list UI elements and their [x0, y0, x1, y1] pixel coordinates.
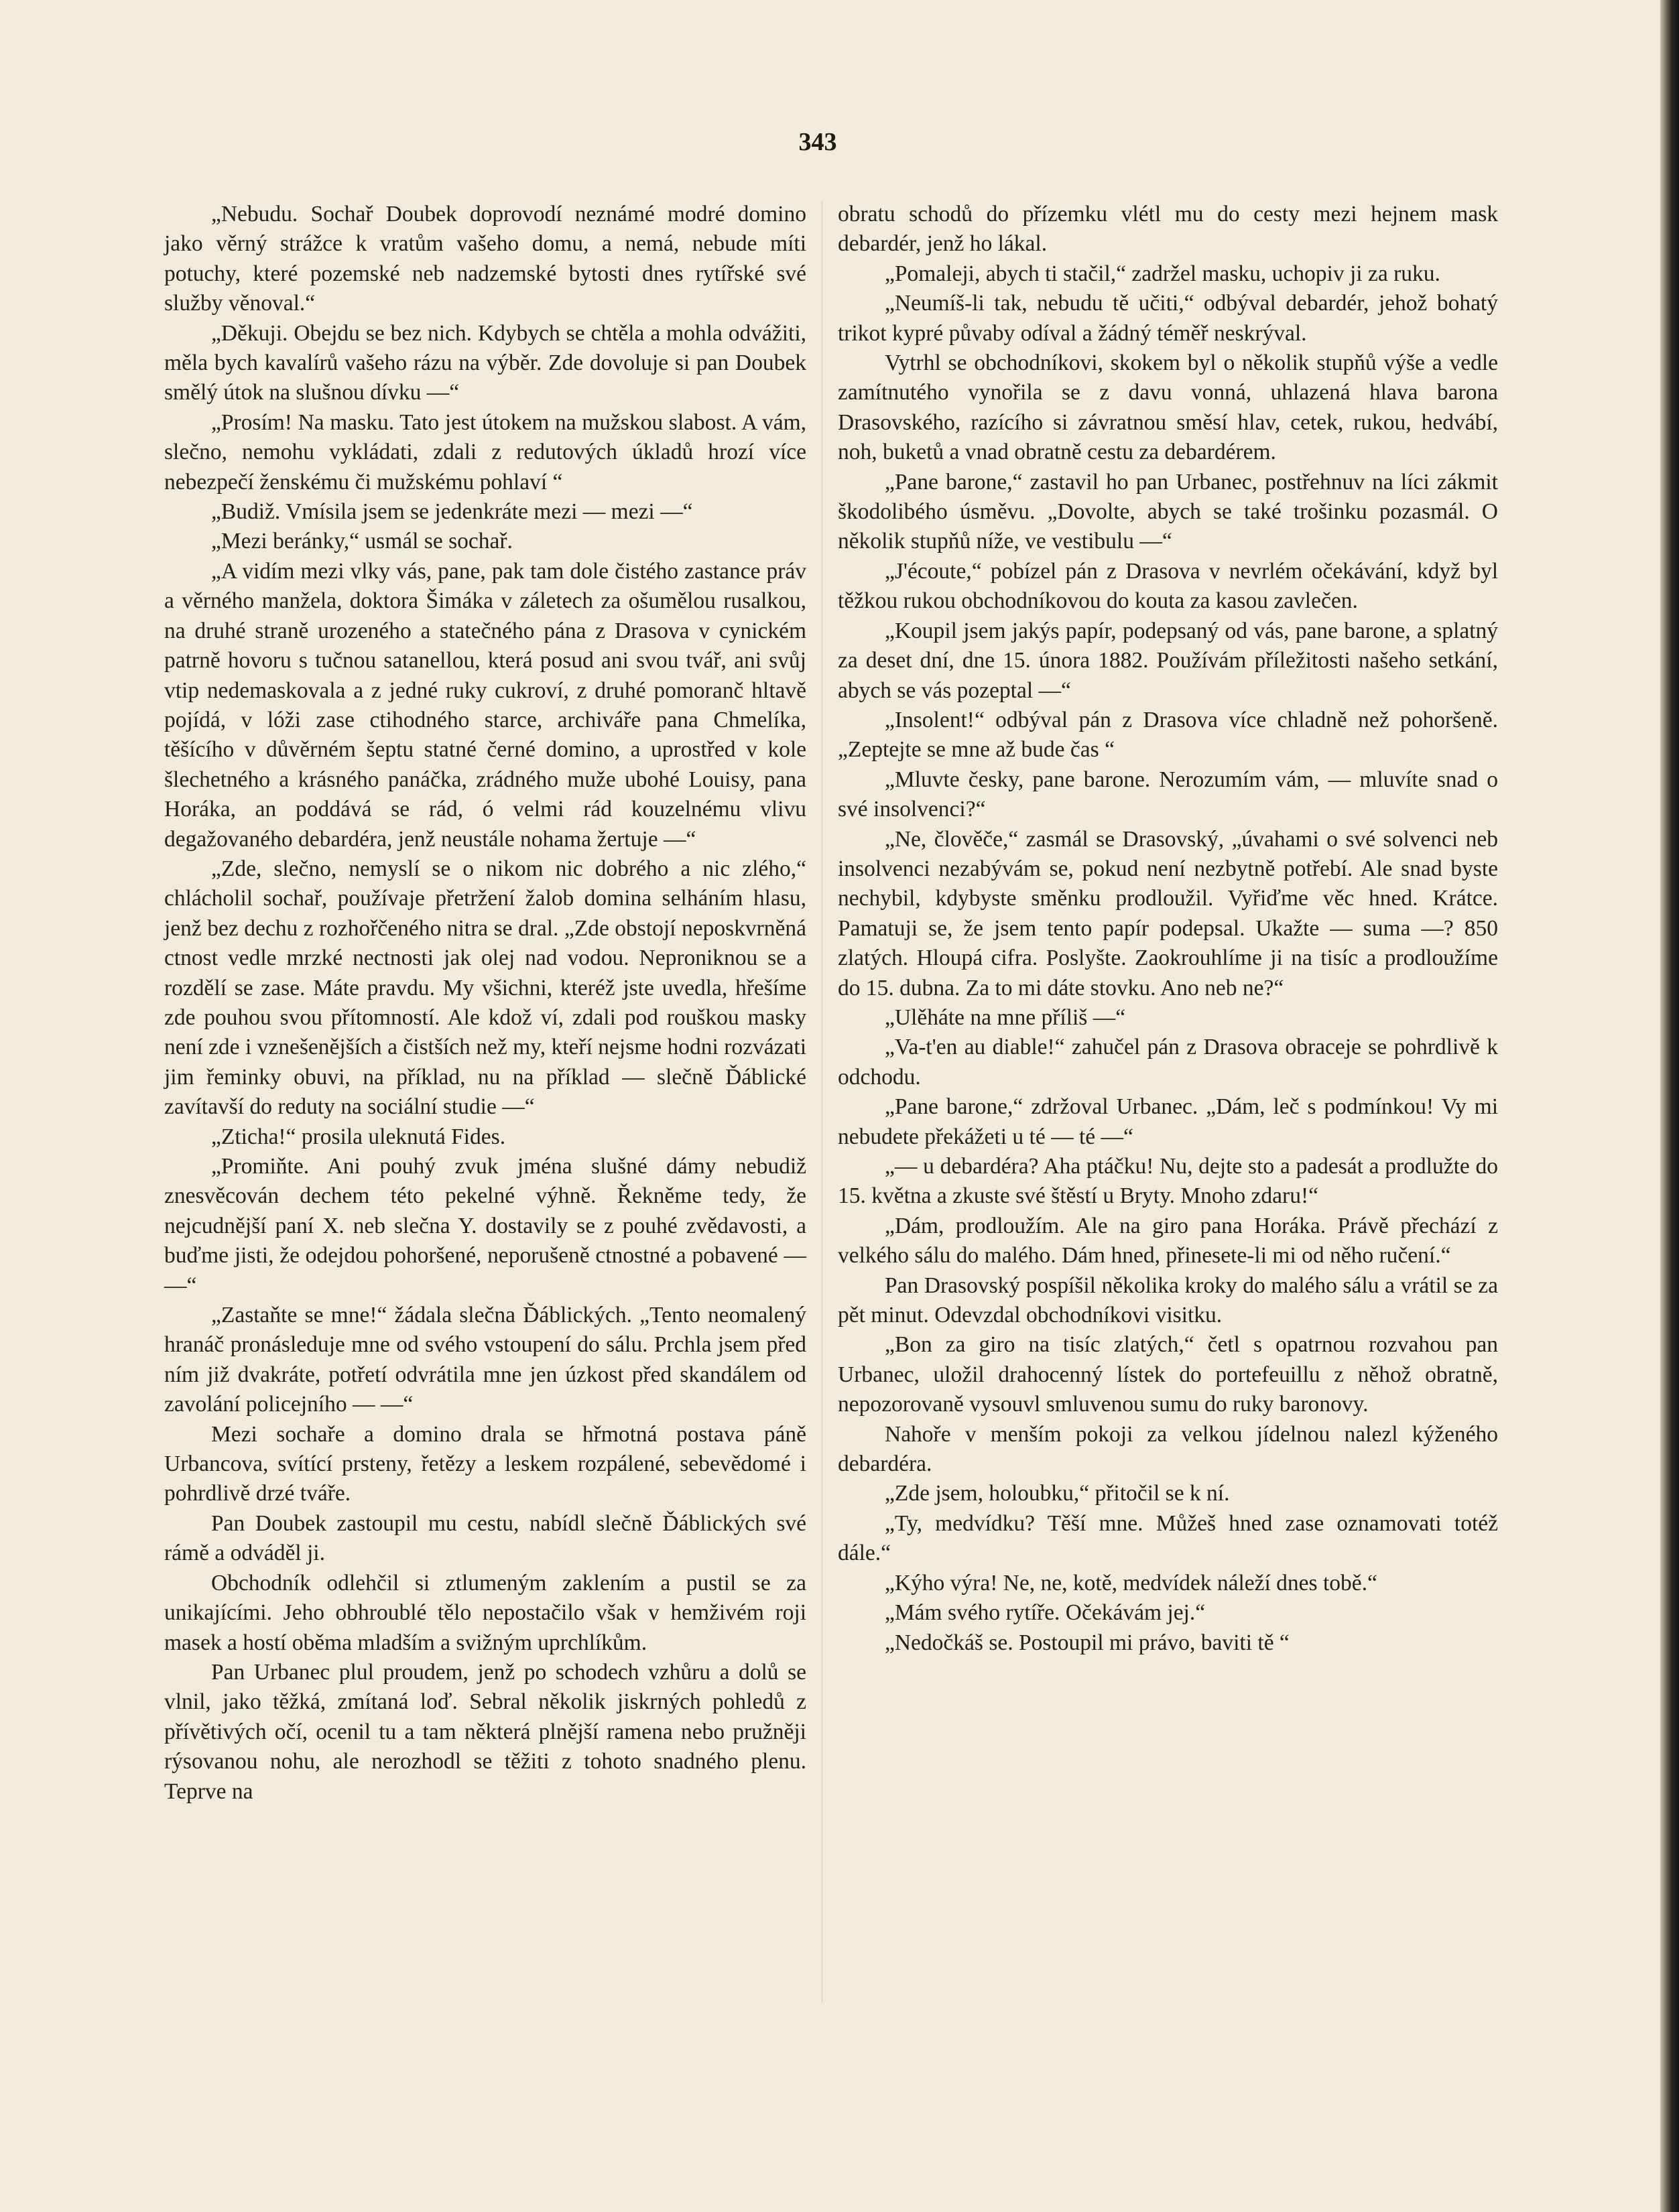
- paragraph: „Prosím! Na masku. Tato jest útokem na mužskou slabost. A vám, slečno, nemohu vykládati, zdali z redutových úkladů hrozí více nebezpečí ženskému či mužskému pohlaví “: [164, 409, 806, 495]
- page-number: 343: [798, 128, 837, 156]
- paragraph: „Mezi beránky,“ usmál se sochař.: [211, 529, 513, 554]
- paragraph: „Bon za giro na tisíc zlatých,“ četl s opatrnou rozvahou pan Urbanec, uložil drahocenný lístek do portefeuillu z něhož obratně, nepozorovaně vysouvl smluvenou sumu do ruky baronovy.: [838, 1332, 1498, 1417]
- paragraph: „Neumíš-li tak, nebudu tě učiti,“ odbýval debardér, jehož bohatý trikot kypré půvaby odíval a žádný téměř neskrýval.: [838, 291, 1498, 346]
- right-column: [838, 200, 1498, 1658]
- paragraph: obratu schodů do přízemku vlétl mu do cesty mezi hejnem mask debardér, jenž ho lákal.: [838, 202, 1498, 257]
- paragraph: „Koupil jsem jakýs papír, podepsaný od vás, pane barone, a splatný za deset dní, dne 15. února 1882. Používám příležitosti našeho setkání, abych se vás pozeptal —“: [838, 618, 1498, 703]
- paragraph: „A vidím mezi vlky vás, pane, pak tam dole čistého zastance práv a věrného manžela, doktora Šimáka v záletech za ošumělou rusalkou, na druhé straně urozeného a statečného pána z Drasova v cynickém patrně hovoru s tučnou satanellou, která posud ani svou tvář, ani svůj vtip nedemaskovala a z jedné ruky cukroví, z druhé pomoranč hltavě pojídá, v lóži zase ctihodného starce, archiváře pana Chmelíka, těšícího v důvěrném šeptu statné černé domino, a uprostřed v kole šlechetného a krásného panáčka, zrádného muže ubohé Louisy, pana Horáka, an poddává se rád, ó velmi rád kouzelnému vlivu degažovaného debardéra, jenž neustále nohama žertuje —“: [164, 558, 806, 852]
- paragraph: „— u debardéra? Aha ptáčku! Nu, dejte sto a padesát a prodlužte do 15. května a zkuste své štěstí u Bryty. Mnoho zdaru!“: [838, 1154, 1498, 1209]
- paragraph: Pan Doubek zastoupil mu cestu, nabídl slečně Ďáblických své rámě a odváděl ji.: [164, 1510, 806, 1566]
- left-column: [164, 200, 806, 1807]
- paragraph: „Zastaňte se mne!“ žádala slečna Ďáblických. „Tento neomalený hranáč pronásleduje mne od svého vstoupení do sálu. Prchla jsem před ním již dvakráte, potřetí odvrátila mne jen úzkost před skandálem od zavolání policejního — —“: [164, 1303, 806, 1417]
- paragraph: Pan Drasovský pospíšil několika kroky do malého sálu a vrátil se za pět minut. Odevzdal obchodníkovi visitku.: [838, 1273, 1498, 1328]
- paragraph: „Zde, slečno, nemyslí se o nikom nic dobrého a nic zlého,“ chlácholil sochař, používaje přetržení žalob domina selháním hlasu, jenž bez dechu z rozhořčeného nitra se dral. „Zde obstojí neposkvrněná ctnost vedle mrzké nectnosti jak olej nad vodou. Neproniknou se a rozdělí se zase. Máte pravdu. My všichni, kteréž jste uvedla, hřešíme zde pouhou svou přítomností. Ale kdož ví, zdali pod rouškou masky není zde i vznešenějších a čistších než my, kteří nejsme hodni rozvázati jim řeminky obuvi, na příklad, nu na příklad — slečně Ďáblické zavítavší do reduty na sociální studie —“: [164, 856, 806, 1120]
- paragraph: „Va-t'en au diable!“ zahučel pán z Drasova obraceje se pohrdlivě k odchodu.: [838, 1035, 1498, 1090]
- paragraph: Pan Urbanec plul proudem, jenž po schodech vzhůru a dolů se vlnil, jako těžká, zmítaná loď. Sebral několik jiskrných pohledů z přívětivých očí, ocenil tu a tam některá plnější ramena nebo pružněji rýsovanou nohu, ale nerozhodl se těžiti z tohoto snadného plenu. Teprve na: [164, 1659, 806, 1804]
- paragraph: Mezi sochaře a domino drala se hřmotná postava páně Urbancova, svítící prsteny, řetězy a leskem rozpálené, sebevědomé i pohrdlivě drzé tváře.: [164, 1421, 806, 1506]
- paragraph: „Budiž. Vmísila jsem se jedenkráte mezi — mezi —“: [211, 499, 693, 525]
- paragraph: „Mluvte česky, pane barone. Nerozumím vám, — mluvíte snad o své insolvenci?“: [838, 767, 1498, 822]
- paragraph: „Pane barone,“ zdržoval Urbanec. „Dám, leč s podmínkou! Vy mi nebudete překážeti u té — té —“: [838, 1094, 1498, 1149]
- paragraph: Nahoře v menším pokoji za velkou jídelnou nalezl kýženého debardéra.: [838, 1421, 1498, 1477]
- paragraph: „Mám svého rytíře. Očekávám jej.“: [885, 1600, 1206, 1626]
- paragraph: „Dám, prodloužím. Ale na giro pana Horáka. Právě přechází z velkého sálu do malého. Dám hned, přinesete-li mi od něho ručení.“: [838, 1213, 1498, 1268]
- paragraph: „Ty, medvídku? Těší mne. Můžeš hned zase oznamovati totéž dále.“: [838, 1510, 1498, 1566]
- paragraph: „Zticha!“ prosila uleknutá Fides.: [211, 1124, 506, 1149]
- paragraph: „Nebudu. Sochař Doubek doprovodí neznámé modré domino jako věrný strážce k vratům vašeho domu, a nemá, nebude míti potuchy, které pozemské neb nadzemské bytosti dnes rytířské své služby věnoval.“: [164, 202, 806, 316]
- paragraph: „Pomaleji, abych ti stačil,“ zadržel masku, uchopiv ji za ruku.: [885, 261, 1440, 286]
- paragraph: Vytrhl se obchodníkovi, skokem byl o několik stupňů výše a vedle zamítnutého vynořila se z davu vonná, uhlazená hlava barona Drasovského, razícího si závratnou směsí hlav, cetek, rukou, hedvábí, noh, buketů a vnad obratně cestu za debardérem.: [838, 350, 1498, 465]
- paragraph: „Insolent!“ odbýval pán z Drasova více chladně než pohoršeně. „Zeptejte se mne až bude čas “: [838, 707, 1498, 763]
- page-edge-shadow: [1660, 0, 1679, 2212]
- paragraph: „Promiňte. Ani pouhý zvuk jména slušné dámy nebudiž znesvěcován dechem této pekelné výhně. Řekněme tedy, že nejcudnější paní X. neb slečna Y. dostavily se z pouhé zvědavosti, a buďme jisti, že odejdou pohoršené, neporušeně ctnostné a pobavené — —“: [164, 1154, 806, 1298]
- paragraph: „Pane barone,“ zastavil ho pan Urbanec, postřehnuv na líci zákmit škodolibého úsměvu. „Dovolte, abych se také trošinku pozasmál. O několik stupňů níže, ve vestibulu —“: [838, 469, 1498, 554]
- paragraph: „Kýho výra! Ne, ne, kotě, medvídek náleží dnes tobě.“: [885, 1570, 1377, 1596]
- paragraph: „Děkuji. Obejdu se bez nich. Kdybych se chtěla a mohla odvážiti, měla bych kavalírů vašeho rázu na výběr. Zde dovoluje si pan Doubek smělý útok na slušnou dívku —“: [164, 320, 806, 405]
- paragraph: Obchodník odlehčil si ztlumeným zaklením a pustil se za unikajícími. Jeho obhroublé tělo nepostačilo však v hemživém roji masek a hostí oběma mladším a svižným uprchlíkům.: [164, 1570, 806, 1655]
- paragraph: „Ulěháte na mne příliš —“: [885, 1004, 1126, 1030]
- paragraph: „Nedočkáš se. Postoupil mi právo, baviti tě “: [885, 1630, 1290, 1655]
- paragraph: „Zde jsem, holoubku,“ přitočil se k ní.: [885, 1481, 1230, 1506]
- paragraph: „Ne, člověče,“ zasmál se Drasovský, „úvahami o své solvenci neb insolvenci nezabývám se, pokud není nezbytně potřebí. Ale snad byste nechybil, kdybyste směnku prodloužil. Vyřiďme věc hned. Krátce. Pamatuji se, že jsem tento papír podepsal. Ukažte — suma —? 850 zlatých. Hloupá cifra. Poslyšte. Zaokrouhlíme ji na tisíc a prodloužíme do 15. dubna. Za to mi dáte stovku. Ano neb ne?“: [838, 826, 1498, 1000]
- paragraph: „J'écoute,“ pobízel pán z Drasova v nevrlém očekávání, když byl těžkou rukou obchodníkovou do kouta za kasou zavlečen.: [838, 558, 1498, 614]
